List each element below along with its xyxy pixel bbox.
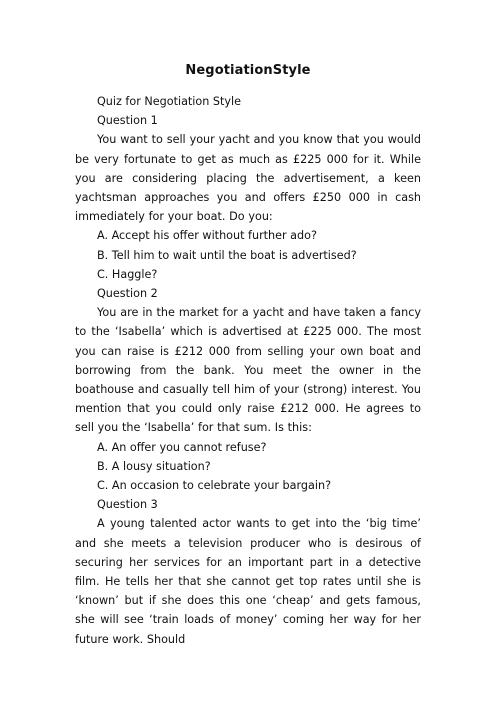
question-1-text: You want to sell your yacht and you know that you would be very fortunate to get as much as £225 000 for it. While you are considering placing the advertisement, a keen yachtsman approaches you and offers £250 000 in cash immediately for your boat. Do you: — [75, 133, 421, 224]
question-1-option-c: C. Haggle? — [97, 267, 158, 281]
question-2-label: Question 2 — [97, 287, 158, 301]
question-1-label: Question 1 — [97, 114, 158, 128]
document-body — [75, 92, 421, 649]
question-2-text: You are in the market for a yacht and have taken a fancy to the ‘Isabella’ which is advertised at £225 000. The most you can raise is £212 000 from selling your own boat and borrowing from the bank. You meet the owner in the boathouse and casually tell him of your (strong) interest. You mention that you could only raise £212 000. He agrees to sell you the ‘Isabella’ for that sum. Is this: — [75, 306, 421, 435]
question-2-option-b: B. A lousy situation? — [97, 459, 211, 473]
question-2-option-a: A. An offer you cannot refuse? — [97, 440, 267, 454]
question-1-option-b: B. Tell him to wait until the boat is advertised? — [97, 248, 357, 262]
document-title: NegotiationStyle — [185, 63, 311, 78]
question-3-text: A young talented actor wants to get into the ‘big time’ and she meets a television producer who is desirous of securing her services for an important part in a detective film. He tells her that she cannot get top rates until she is ‘known’ but if she does this one ‘cheap’ and gets famous, she will see ‘train loads of money’ coming her way for her future work. Should — [75, 517, 421, 646]
quiz-heading: Quiz for Negotiation Style — [97, 95, 242, 108]
question-2-option-c: C. An occasion to celebrate your bargain? — [97, 479, 332, 493]
question-3-label: Question 3 — [97, 498, 158, 512]
question-1-option-a: A. Accept his offer without further ado? — [97, 229, 317, 243]
